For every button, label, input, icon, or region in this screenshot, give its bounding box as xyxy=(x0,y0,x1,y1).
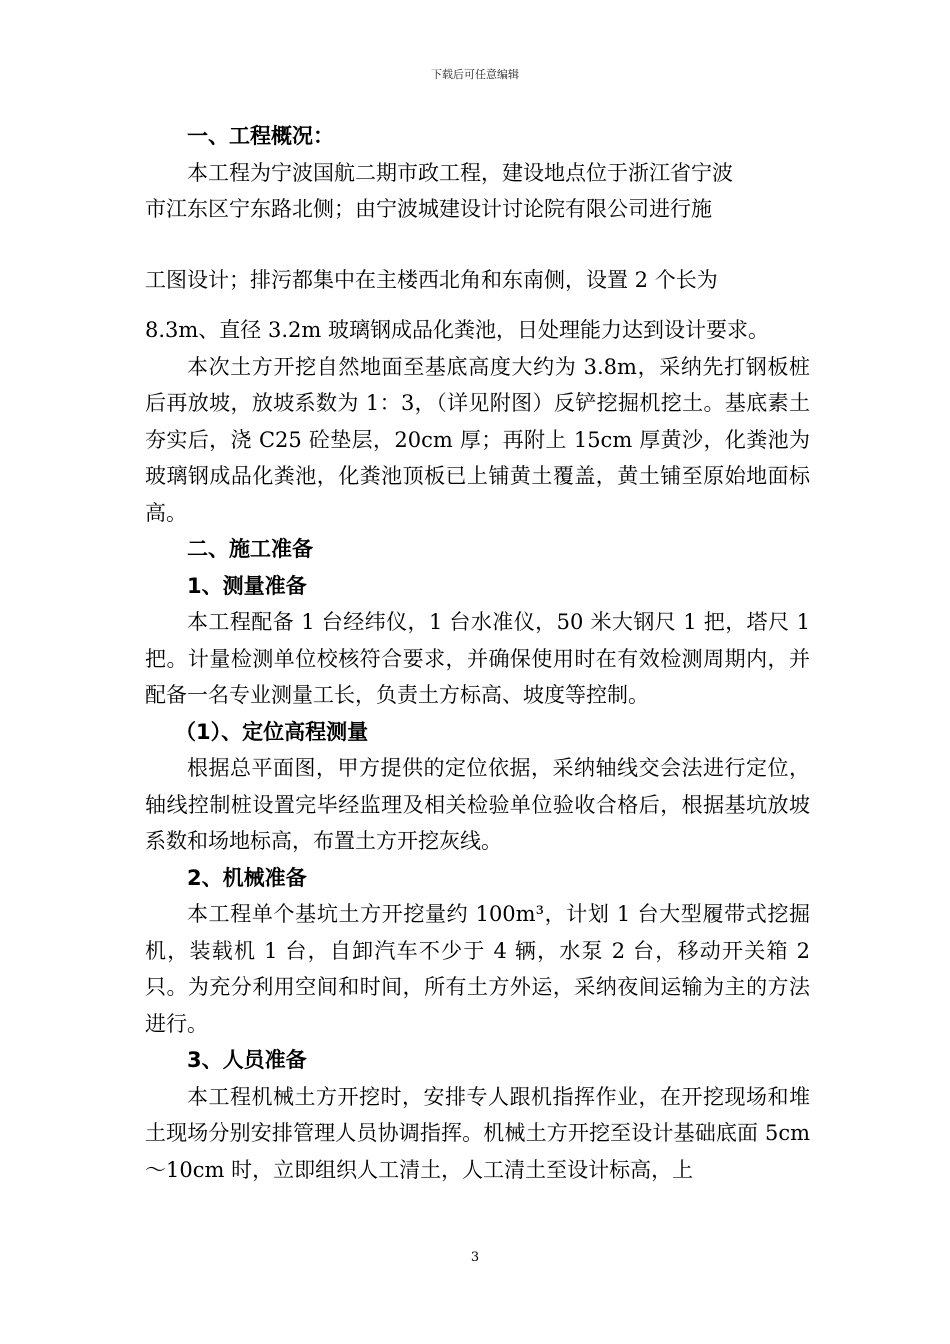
section-heading-preparation: 二、施工准备 xyxy=(187,537,313,561)
page-header: 下载后可任意编辑 xyxy=(431,68,519,81)
subsection-heading-positioning: （1）、定位高程测量 xyxy=(175,719,369,744)
paragraph-line: 工图设计；排污都集中在主楼西北角和东南侧，设置 2 个长为 xyxy=(145,267,718,292)
paragraph-line: 8.3m、直径 3.2m 玻璃钢成品化粪池，日处理能力达到设计要求。 xyxy=(145,318,769,342)
paragraph-excavation: 本次土方开挖自然地面至基底高度大约为 3.8m，采纳先打钢板桩后再放坡，放坡系数为 1：3，（详见附图）反铲挖掘机挖土。基底素土夯实后，浇 C25 砼垫层，20cm 厚；再附上 15cm 厚黄沙，化粪池为玻璃钢成品化粪池，化粪池顶板已上铺黄土覆盖，黄土铺至原始地面标高。 xyxy=(145,354,810,525)
document-body xyxy=(145,118,810,1188)
paragraph-line: 市江东区宁东路北侧；由宁波城建设计讨论院有限公司进行施 xyxy=(145,197,712,221)
paragraph-machinery: 本工程单个基坑土方开挖量约 100m³，计划 1 台大型履带式挖掘机，装载机 1 台，自卸汽车不少于 4 辆，水泵 2 台，移动开关箱 2 只。为充分利用空间和时间，所有土方外运，采纳夜间运输为主的方法进行。 xyxy=(145,902,810,1036)
page-number: 3 xyxy=(470,1250,480,1265)
subsection-heading-machinery: 2、机械准备 xyxy=(187,865,307,890)
section-heading-overview: 一、工程概况： xyxy=(187,124,334,148)
paragraph-positioning: 根据总平面图，甲方提供的定位依据，采纳轴线交会法进行定位，轴线控制桩设置完毕经监理及相关检验单位验收合格后，根据基坑放坡系数和场地标高，布置土方开挖灰线。 xyxy=(145,756,810,853)
subsection-heading-personnel: 3、人员准备 xyxy=(187,1048,307,1072)
paragraph-personnel: 本工程机械土方开挖时，安排专人跟机指挥作业，在开挖现场和堆土现场分别安排管理人员协调指挥。机械土方开挖至设计基础底面 5cm～10cm 时，立即组织人工清土，人工清土至设计标高，上 xyxy=(145,1084,810,1182)
paragraph-line: 本工程为宁波国航二期市政工程，建设地点位于浙江省宁波 xyxy=(187,160,733,185)
paragraph-survey: 本工程配备 1 台经纬仪，1 台水准仪，50 米大钢尺 1 把，塔尺 1 把。计量检测单位校核符合要求，并确保使用时在有效检测周期内，并配备一名专业测量工长，负责土方标高、坡度等控制。 xyxy=(145,610,810,707)
subsection-heading-survey: 1、测量准备 xyxy=(187,573,307,598)
